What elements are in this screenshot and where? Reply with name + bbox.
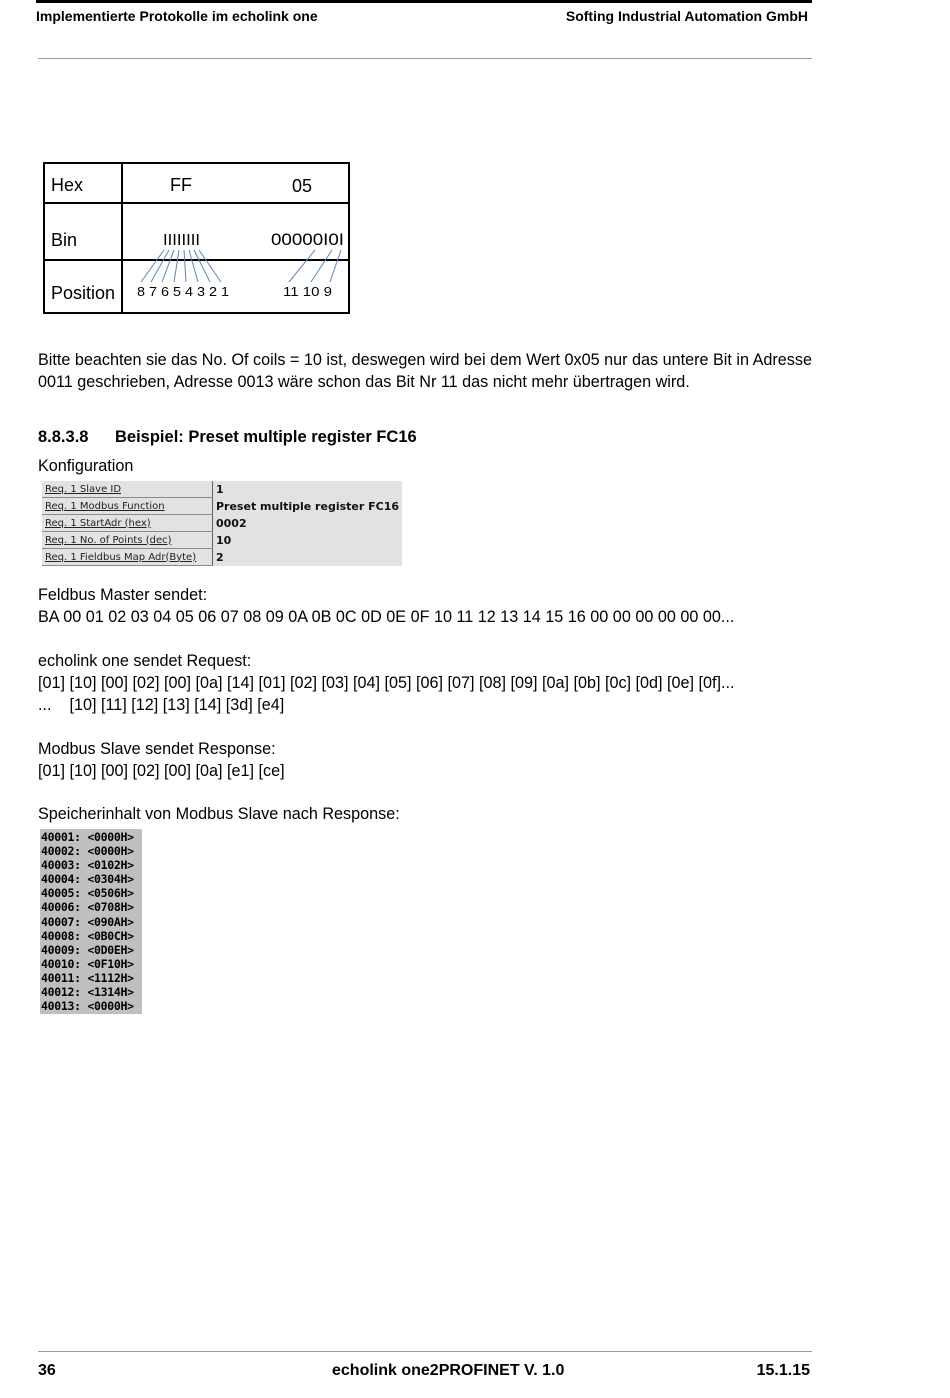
- bit-diagram: [43, 162, 350, 314]
- bin-row-label: Bin: [51, 230, 78, 250]
- memory-row: 40013: <0000H>: [41, 999, 134, 1014]
- memory-row: 40012: <1314H>: [41, 985, 134, 1000]
- memory-row: 40011: <1112H>: [41, 970, 134, 985]
- config-key: Req. 1 Modbus Function: [42, 498, 212, 515]
- memory-row: 40008: <0B0CH>: [41, 928, 134, 943]
- header-right-text: Softing Industrial Automation GmbH: [565, 8, 808, 24]
- config-key: Req. 1 Fieldbus Map Adr(Byte): [42, 549, 212, 566]
- feldbus-data: BA 00 01 02 03 04 05 06 07 08 09 0A 0B 0C 0D 0E 0F 10 11 12 13 14 15 16 00 00 00 00 00 00...: [38, 608, 735, 626]
- memory-row: 40006: <0708H>: [41, 900, 134, 915]
- request-label: echolink one sendet Request:: [38, 652, 252, 670]
- footer-divider: [38, 1351, 812, 1352]
- header-divider: [38, 58, 812, 59]
- config-key: Req. 1 Slave ID: [42, 481, 212, 498]
- memory-dump: [40, 829, 142, 1014]
- bin-value-05: 00000I0I: [271, 230, 344, 249]
- memory-row: 40003: <0102H>: [41, 858, 134, 873]
- header-left-text: Implementierte Protokolle im echolink one: [36, 8, 318, 24]
- config-value: 1: [215, 482, 224, 496]
- config-key: Req. 1 StartAdr (hex): [42, 515, 212, 532]
- memory-row: 40005: <0506H>: [41, 886, 134, 901]
- config-table: [42, 481, 402, 566]
- section-heading: [38, 428, 417, 447]
- memory-row: 40010: <0F10H>: [41, 956, 134, 971]
- request-line-2: ... [10] [11] [12] [13] [14] [3d] [e4]: [38, 696, 285, 714]
- bin-value-ff: IIIIIIII: [163, 232, 200, 249]
- section-title: Beispiel: Preset multiple register FC16: [115, 428, 417, 446]
- config-row: [42, 498, 402, 515]
- response-data: [01] [10] [00] [02] [00] [0a] [e1] [ce]: [38, 762, 285, 780]
- memory-label: Speicherinhalt von Modbus Slave nach Response:: [38, 805, 400, 823]
- config-row: [42, 532, 402, 549]
- memory-row: 40009: <0D0EH>: [41, 942, 134, 957]
- footer-title: echolink one2PROFINET V. 1.0: [332, 1362, 565, 1379]
- config-value: 0002: [215, 516, 247, 530]
- request-line-1: [01] [10] [00] [02] [00] [0a] [14] [01] [02] [03] [04] [05] [06] [07] [08] [09] [0a] [0b] [0c] [0d] [0e] [0f]...: [38, 674, 735, 692]
- config-value: 10: [215, 533, 232, 547]
- config-row: [42, 549, 402, 566]
- config-row: [42, 481, 402, 498]
- memory-row: 40002: <0000H>: [41, 844, 134, 859]
- feldbus-label: Feldbus Master sendet:: [38, 586, 208, 604]
- response-label: Modbus Slave sendet Response:: [38, 740, 276, 758]
- config-value: 2: [215, 550, 224, 564]
- config-row: [42, 515, 402, 532]
- config-key: Req. 1 No. of Points (dec): [42, 532, 212, 549]
- hex-value-05: 05: [292, 176, 313, 196]
- hex-value-ff: FF: [170, 175, 192, 195]
- memory-row: 40007: <090AH>: [41, 914, 134, 929]
- page-number: 36: [38, 1362, 56, 1379]
- position-row-label: Position: [51, 283, 116, 303]
- positions-right: 11 10 9: [283, 284, 332, 299]
- config-value: Preset multiple register FC16: [215, 499, 399, 513]
- memory-row: 40004: <0304H>: [41, 872, 134, 887]
- konfiguration-label: Konfiguration: [38, 457, 134, 475]
- hex-row-label: Hex: [51, 175, 84, 195]
- footer-date: 15.1.15: [756, 1362, 810, 1379]
- section-number: 8.8.3.8: [38, 428, 89, 446]
- memory-row: 40001: <0000H>: [41, 830, 134, 844]
- coils-note: Bitte beachten sie das No. Of coils = 10 ist, deswegen wird bei dem Wert 0x05 nur das untere Bit in Adresse 0011 geschrieben, Adresse 0013 wäre schon das Bit Nr 11 das nicht mehr übertragen wird.: [38, 351, 812, 391]
- positions-left: 8 7 6 5 4 3 2 1: [137, 284, 229, 299]
- header-rule-top: [36, 0, 812, 3]
